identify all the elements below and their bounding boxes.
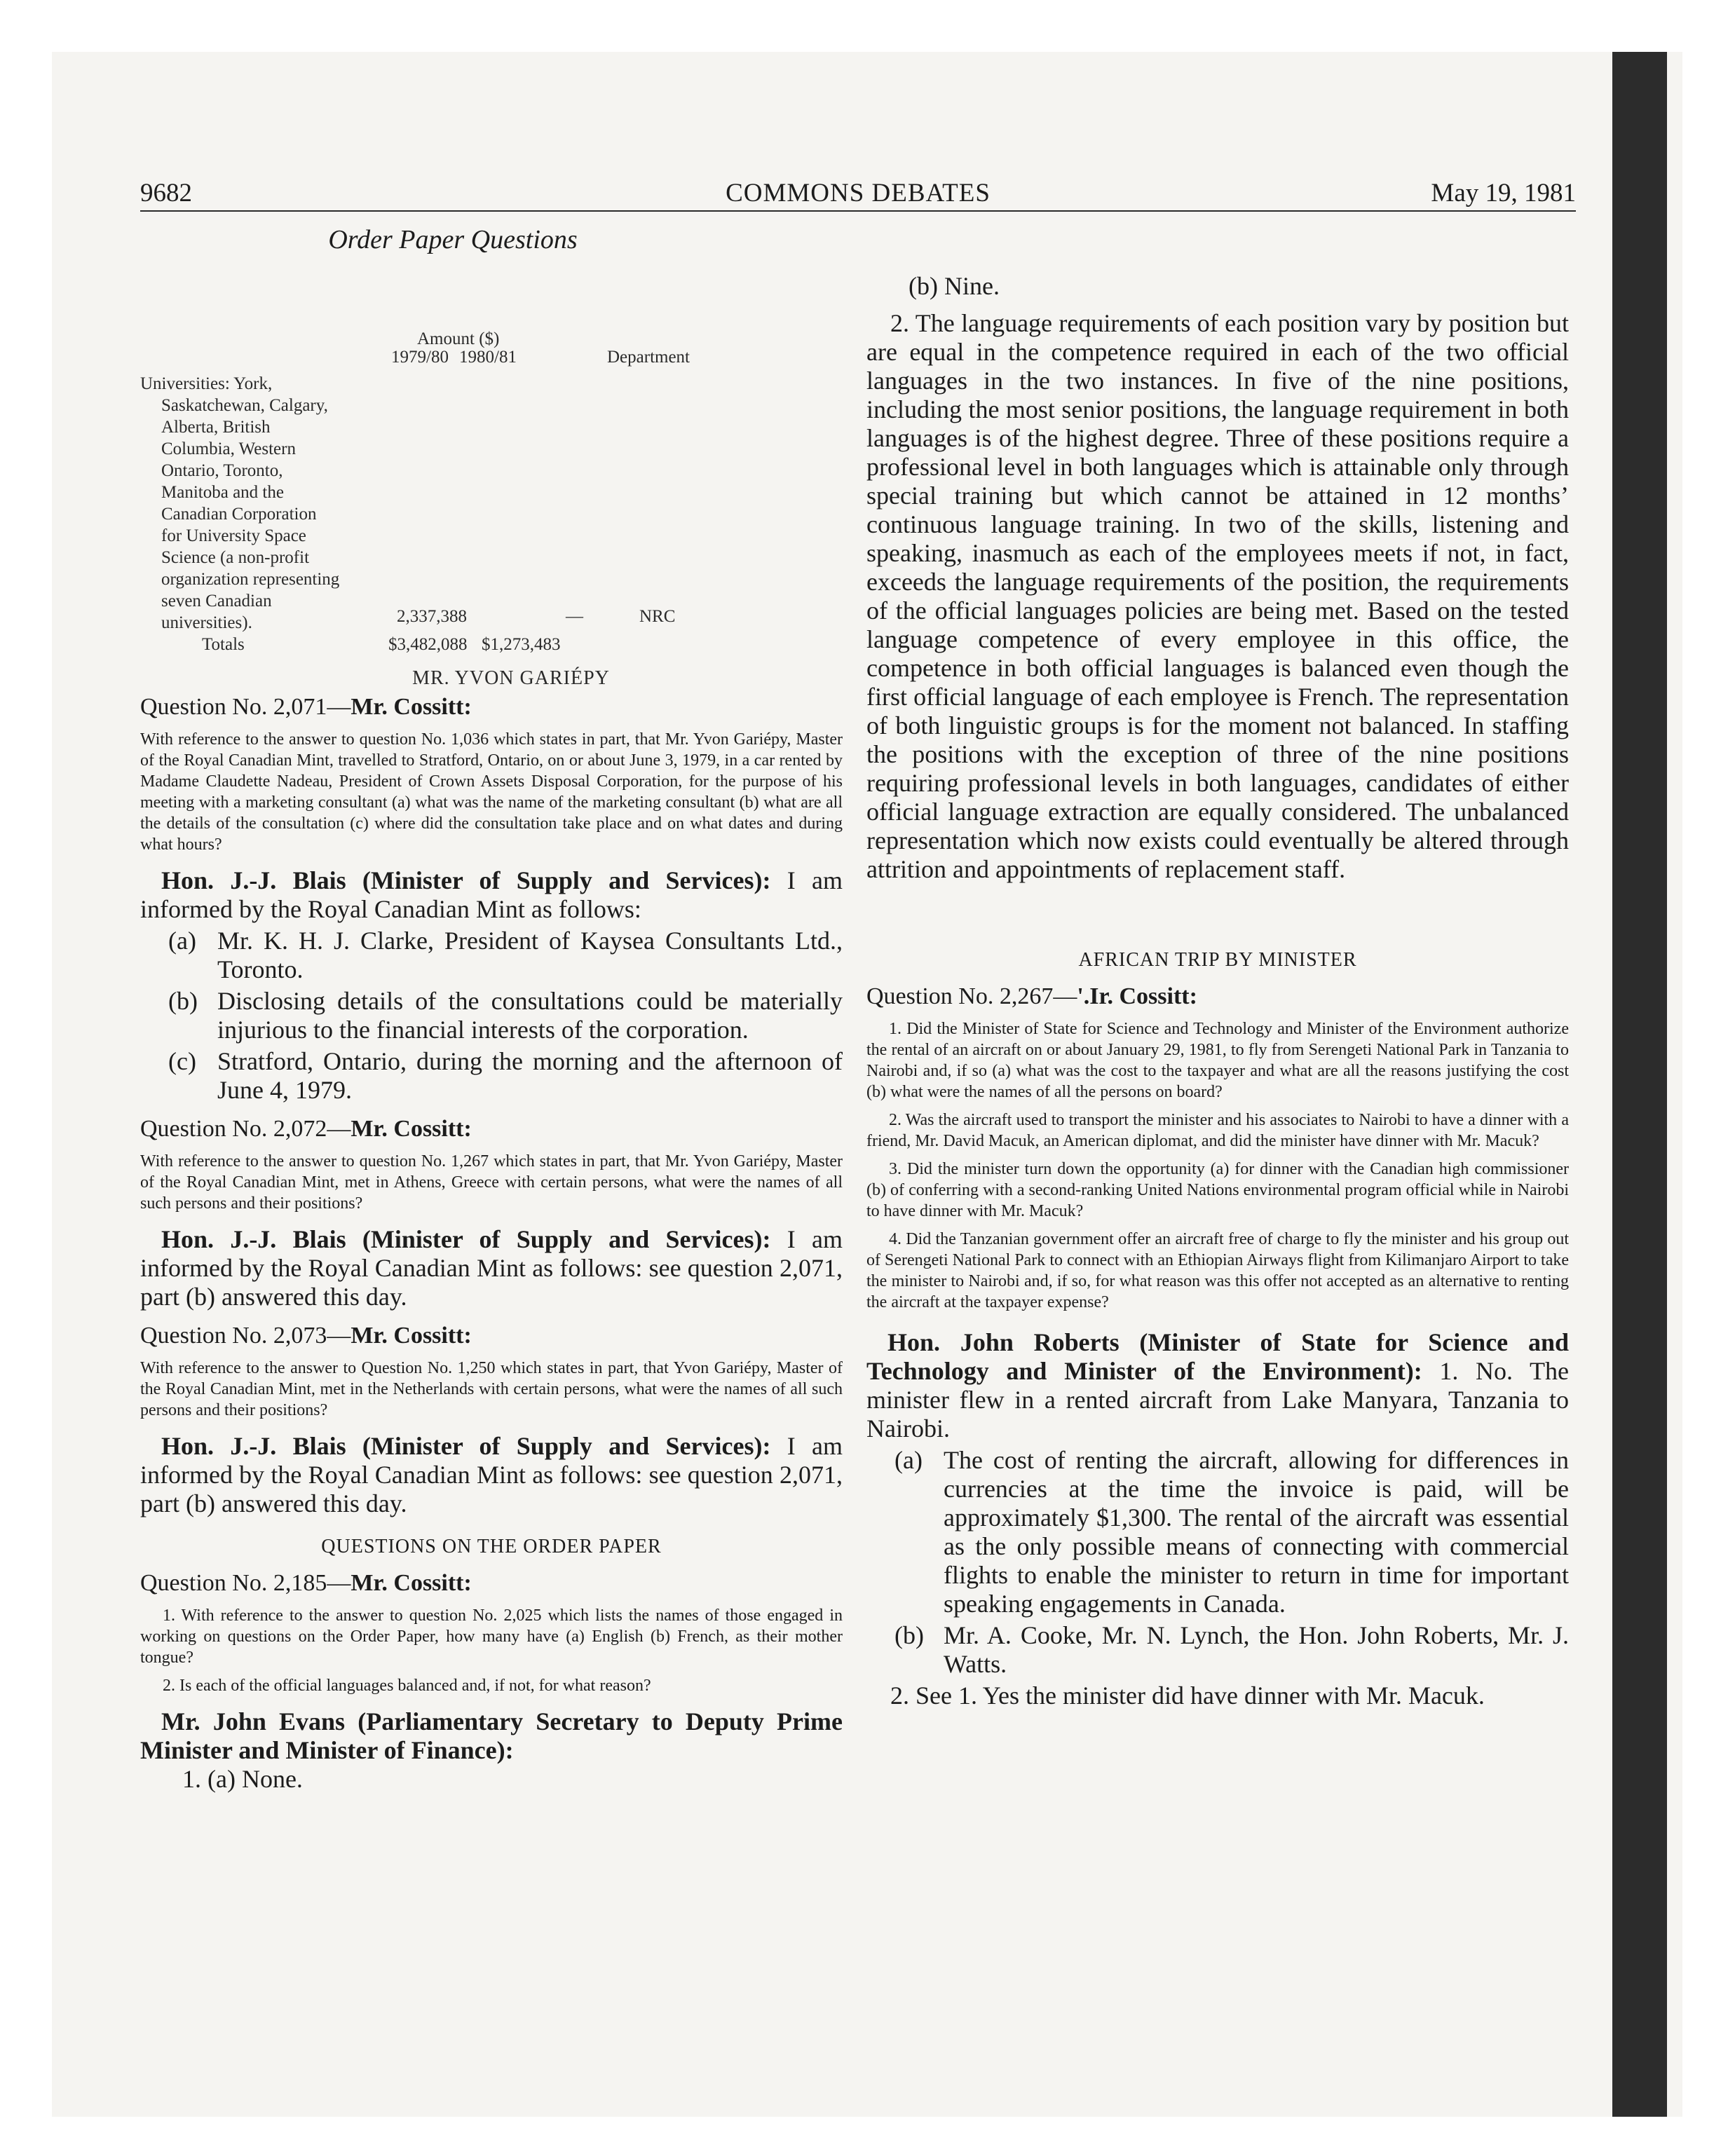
answer-speaker: Mr. John Evans (Parliamentary Secretary to Deputy Prime Minister and Minister of Finance): xyxy=(140,1707,843,1764)
question-number: Question No. 2,071— xyxy=(140,694,351,720)
right-column xyxy=(866,272,1569,1710)
universities-line: seven Canadian xyxy=(161,592,272,610)
item-label: (b) xyxy=(894,1621,924,1649)
answer-text: I am informed by the Royal Canadian Mint as follows: see question 2,071, part (b) answered this day. xyxy=(140,1432,843,1517)
universities-line: Canadian Corporation xyxy=(161,505,317,524)
item-label: (c) xyxy=(168,1047,196,1075)
answer-2185-1a: 1. (a) None. xyxy=(182,1765,303,1793)
question-asker: Mr. Cossitt: xyxy=(351,694,472,720)
question-2185-heading xyxy=(140,1569,843,1598)
question-2071-text: With reference to the answer to question No. 1,036 which states in part, that Mr. Yvon Gariépy, Master of the Royal Canadian Mint, travelled to Stratford, Ontario, on or about June 3, 1979, in a car rented by Madame Claudette Nadeau, President of Crown Assets Disposal Corporation, for the purpose of his meeting with a marketing consultant (a) what was the name of the marketing consultant (b) what are all the details of the consultation (c) where did the consultation take place and on what dates and during what hours? xyxy=(140,730,843,854)
question-number: Question No. 2,267— xyxy=(866,983,1077,1009)
question-2072-text: With reference to the answer to question No. 1,267 which states in part, that Mr. Yvon Gariépy, Master of the Royal Canadian Mint, met in Athens, Greece with certain persons, what were the names of all such persons and their positions? xyxy=(140,1152,843,1213)
amount-table xyxy=(140,275,843,689)
answer-2267-part-2: 2. See 1. Yes the minister did have dinner with Mr. Macuk. xyxy=(890,1681,1485,1710)
answer-item xyxy=(866,1621,1569,1679)
question-2073-text: With reference to the answer to Question No. 1,250 which states in part, that Yvon Gariépy, Master of the Royal Canadian Mint, met in the Netherlands with certain persons, what were the names of all such persons and their positions? xyxy=(140,1359,843,1419)
answer-item xyxy=(140,1047,843,1105)
col-header-1980: 1980/81 xyxy=(459,348,517,367)
answer-text: 1. No. The minister flew in a rented aircraft from Lake Manyara, Tanzania to Nairobi. xyxy=(866,1357,1569,1442)
answer-item xyxy=(140,927,843,984)
totals-label: Totals xyxy=(202,635,245,654)
item-label: (b) xyxy=(168,987,198,1015)
answer-2267 xyxy=(866,1328,1569,1443)
col-header-1979: 1979/80 xyxy=(391,348,449,367)
answer-2185-1b: (b) Nine. xyxy=(909,272,1000,300)
question-number: Question No. 2,185— xyxy=(140,1570,351,1596)
question-2072-heading xyxy=(140,1114,843,1144)
item-text: Disclosing details of the consultations could be materially injurious to the financial interests of the corporation. xyxy=(217,987,843,1044)
question-2267-part: 2. Was the aircraft used to transport the minister and his associates to Nairobi to have a dinner with a friend, Mr. David Macuk, an American diplomat, and did the minister have dinner with Mr. Macuk? xyxy=(866,1111,1569,1150)
question-2073-heading xyxy=(140,1321,843,1351)
answer-speaker: Hon. J.-J. Blais (Minister of Supply and Services): xyxy=(161,1432,771,1460)
section-heading-gariepy: MR. YVON GARIÉPY xyxy=(412,667,610,689)
publication-date: May 19, 1981 xyxy=(1431,179,1576,207)
item-text: Stratford, Ontario, during the morning and the afternoon of June 4, 1979. xyxy=(217,1047,843,1104)
universities-line: for University Space xyxy=(161,526,306,545)
item-text: Mr. A. Cooke, Mr. N. Lynch, the Hon. John Roberts, Mr. J. Watts. xyxy=(944,1621,1569,1678)
question-2267-part: 4. Did the Tanzanian government offer an aircraft free of charge to fly the minister and his group out of Serengeti National Park to connect with an Ethiopian Airways flight from Kilimanjaro Airport to take the minister to Nairobi and, if so, for what reason was this offer not accepted as an alternative to renting the aircraft at the taxpayer expense? xyxy=(866,1230,1569,1311)
page-header xyxy=(140,175,1576,212)
left-column xyxy=(140,224,843,1794)
universities-department: NRC xyxy=(639,607,676,626)
universities-line: Manitoba and the xyxy=(161,483,284,502)
page-number: 9682 xyxy=(140,179,192,207)
question-asker: '.Ir. Cossitt: xyxy=(1077,983,1197,1009)
universities-amount-1980: — xyxy=(566,607,583,626)
item-label: (a) xyxy=(168,927,196,955)
scan-binding-edge xyxy=(1612,52,1667,2117)
item-label: (a) xyxy=(894,1446,923,1474)
answer-item xyxy=(140,987,843,1044)
answer-text: I am informed by the Royal Canadian Mint as follows: xyxy=(140,866,843,923)
item-text: Mr. K. H. J. Clarke, President of Kaysea Consultants Ltd., Toronto. xyxy=(217,927,843,983)
item-text: The cost of renting the aircraft, allowing for differences in currencies at the time the invoice is paid, will be approximately $1,300. The rental of the aircraft was essential as the only possible means of connecting with commercial flights to enable the minister to return in time for important speaking engagements in Canada. xyxy=(944,1446,1569,1618)
universities-line: Science (a non-profit xyxy=(161,548,310,567)
question-asker: Mr. Cossitt: xyxy=(351,1116,472,1142)
answer-2185-2: 2. The language requirements of each position vary by position but are equal in the competence required in each of the two official languages in the two instances. In five of the nine positions, including the most senior positions, the language requirement in both languages is of the highest degree. Three of these positions require a professional level in both languages which is attainable only through special training but which cannot be attained in 12 months’ continuous language training. In two of the skills, listening and speaking, inasmuch as each of the employees meets if not, in fact, exceeds the language requirements of the position, the requirements of the official languages policies are being met. Based on the tested language competence of every employee in this office, the competence in both official languages is balanced even though the first official language of each employee is French. The representation of both linguistic groups is for the moment not balanced. In staffing the positions with the exception of three of the nine positions requiring professional levels in both languages, candidates of either official language extraction are equally considered. The unbalanced representation which now exists could eventually be altered through attrition and appointments of replacement staff. xyxy=(866,309,1569,883)
answer-speaker: Hon. John Roberts (Minister of State for Science and Technology and Minister of the Environment): xyxy=(866,1328,1569,1385)
universities-line: Alberta, British xyxy=(161,418,271,437)
universities-label xyxy=(140,373,393,634)
answer-speaker: Hon. J.-J. Blais (Minister of Supply and Services): xyxy=(161,1225,771,1253)
totals-1979: $3,482,088 xyxy=(388,635,468,654)
universities-line: universities). xyxy=(161,613,252,632)
universities-line: Universities: York, xyxy=(140,374,273,393)
question-2185-part-2: 2. Is each of the official languages balanced and, if not, for what reason? xyxy=(163,1677,651,1695)
answer-text: I am informed by the Royal Canadian Mint as follows: see question 2,071, part (b) answered this day. xyxy=(140,1225,843,1311)
question-asker: Mr. Cossitt: xyxy=(351,1323,472,1349)
amount-header: Amount ($) xyxy=(417,329,500,348)
question-2267-heading xyxy=(866,982,1569,1011)
totals-1980: $1,273,483 xyxy=(482,635,561,654)
universities-amount-1979: 2,337,388 xyxy=(397,607,467,626)
universities-line: Columbia, Western xyxy=(161,439,296,458)
question-2071-heading xyxy=(140,692,843,722)
answer-2071 xyxy=(140,866,843,924)
universities-line: organization representing xyxy=(161,570,340,589)
section-subhead: Order Paper Questions xyxy=(328,225,578,254)
answer-speaker: Hon. J.-J. Blais (Minister of Supply and Services): xyxy=(161,866,771,894)
question-2267-part: 3. Did the minister turn down the opportunity (a) for dinner with the Canadian high commissioner (b) of conferring with a second-ranking United Nations environmental program official while in Nairobi to have dinner with Mr. Macuk? xyxy=(866,1160,1569,1220)
question-2267-part: 1. Did the Minister of State for Science and Technology and Minister of the Environment authorize the rental of an aircraft on or about January 29, 1981, to fly from Serengeti National Park in Tanzania to Nairobi and, if so (a) what was the cost to the taxpayer and what are all the reasons justifying the cost (b) what were the names of all the persons on board? xyxy=(866,1020,1569,1101)
answer-2185-speaker xyxy=(140,1707,843,1765)
question-number: Question No. 2,073— xyxy=(140,1323,351,1349)
answer-item xyxy=(866,1446,1569,1618)
question-2185-part-1: 1. With reference to the answer to question No. 2,025 which lists the names of those engaged in working on questions on the Order Paper, how many have (a) English (b) French, as their mother tongue? xyxy=(140,1606,843,1667)
col-header-department: Department xyxy=(607,348,690,367)
universities-line: Saskatchewan, Calgary, xyxy=(161,396,328,415)
answer-2073 xyxy=(140,1432,843,1518)
question-number: Question No. 2,072— xyxy=(140,1116,351,1142)
section-heading-african-trip: AFRICAN TRIP BY MINISTER xyxy=(1078,949,1357,971)
section-heading-order-paper: QUESTIONS ON THE ORDER PAPER xyxy=(321,1536,662,1557)
publication-title: COMMONS DEBATES xyxy=(726,179,991,207)
universities-line: Ontario, Toronto, xyxy=(161,461,283,480)
question-asker: Mr. Cossitt: xyxy=(351,1570,472,1596)
answer-2072 xyxy=(140,1225,843,1311)
